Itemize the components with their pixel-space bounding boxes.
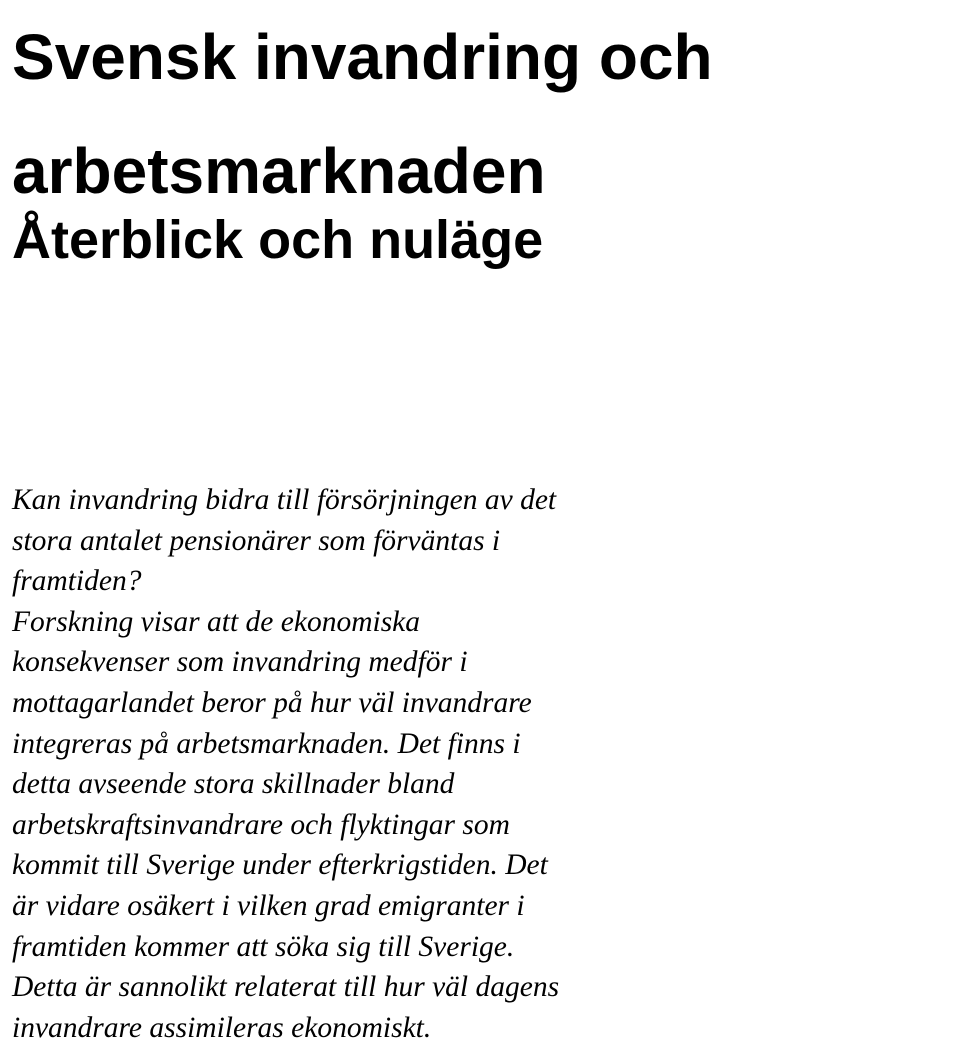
abstract-line: framtiden? — [12, 565, 142, 598]
abstract-line: Kan invandring bidra till försörjningen av det — [12, 484, 557, 516]
abstract-line: detta avseende stora skillnader bland — [12, 768, 455, 801]
abstract-line: integreras på arbetsmarknaden. Det finns i — [12, 727, 521, 760]
document-title — [12, 0, 952, 228]
abstract-line: arbetskraftsinvandrare och flyktingar som — [12, 808, 510, 841]
abstract-line: Forskning visar att de ekonomiska — [12, 605, 421, 638]
abstract-line: invandrare assimileras ekonomiskt. — [12, 1011, 432, 1044]
document-subtitle: Återblick och nuläge — [12, 210, 544, 270]
abstract-line: mottagarlandet beror på hur väl invandrare — [12, 686, 532, 719]
abstract-line: Detta är sannolikt relaterat till hur väl dagens — [12, 971, 560, 1004]
abstract-text — [12, 480, 952, 1048]
abstract-line: stora antalet pensionärer som förväntas i — [12, 524, 501, 557]
abstract-line: kommit till Sverige under efterkrigstiden. Det — [12, 849, 548, 882]
abstract-line: konsekvenser som invandring medför i — [12, 646, 468, 679]
title-line-1: Svensk invandring och — [12, 21, 713, 93]
abstract-line: är vidare osäkert i vilken grad emigranter i — [12, 889, 525, 922]
title-line-2: arbetsmarknaden — [12, 135, 546, 207]
abstract-line: framtiden kommer att söka sig till Sverige. — [12, 930, 515, 963]
